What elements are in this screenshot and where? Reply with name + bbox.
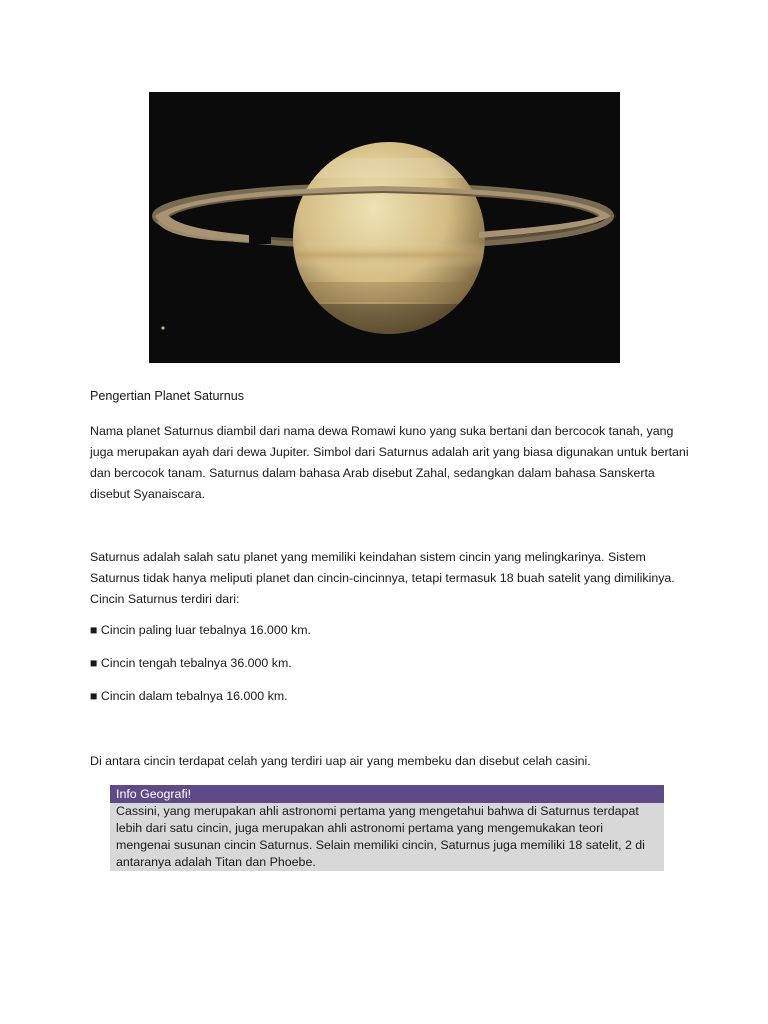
saturn-photo [149,92,620,363]
paragraph-ring-system: Saturnus adalah salah satu planet yang memiliki keindahan sistem cincin yang melingkarinya. Sistem Saturnus tidak hanya meliputi planet dan cincin-cincinnya, tetapi termasuk 18 buah satelit yang dimilikinya. Cincin Saturnus terdiri dari: [90,550,675,606]
paragraph-name-origin: Nama planet Saturnus diambil dari nama dewa Romawi kuno yang suka bertani dan bercocok tanah, yang juga merupakan ayah dari dewa Jupiter. Simbol dari Saturnus adalah arit yang biasa digunakan untuk bertani dan bercocok tanam. Saturnus dalam bahasa Arab disebut Zahal, sedangkan dalam bahasa Sanskerta disebut Syanaiscara. [90,424,689,501]
saturn-illustration [149,92,620,363]
ring-list-item: ■ Cincin dalam tebalnya 16.000 km. [90,689,288,703]
ring-list-item: ■ Cincin paling luar tebalnya 16.000 km. [90,623,312,637]
info-box-title: Info Geografi! [110,785,664,803]
paragraph-cassini-gap: Di antara cincin terdapat celah yang terdiri uap air yang membeku dan disebut celah casini. [90,754,591,768]
section-heading: Pengertian Planet Saturnus [90,389,245,403]
info-box [110,785,664,871]
ring-list-item: ■ Cincin tengah tebalnya 36.000 km. [90,656,292,670]
info-box-body: Cassini, yang merupakan ahli astronomi pertama yang mengetahui bahwa di Saturnus terdapat lebih dari satu cincin, juga merupakan ahli astronomi pertama yang mengemukakan teori mengenai susunan cincin Saturnus. Selain memiliki cincin, Saturnus juga memiliki 18 satelit, 2 di antaranya adalah Titan dan Phoebe. [116,804,645,869]
